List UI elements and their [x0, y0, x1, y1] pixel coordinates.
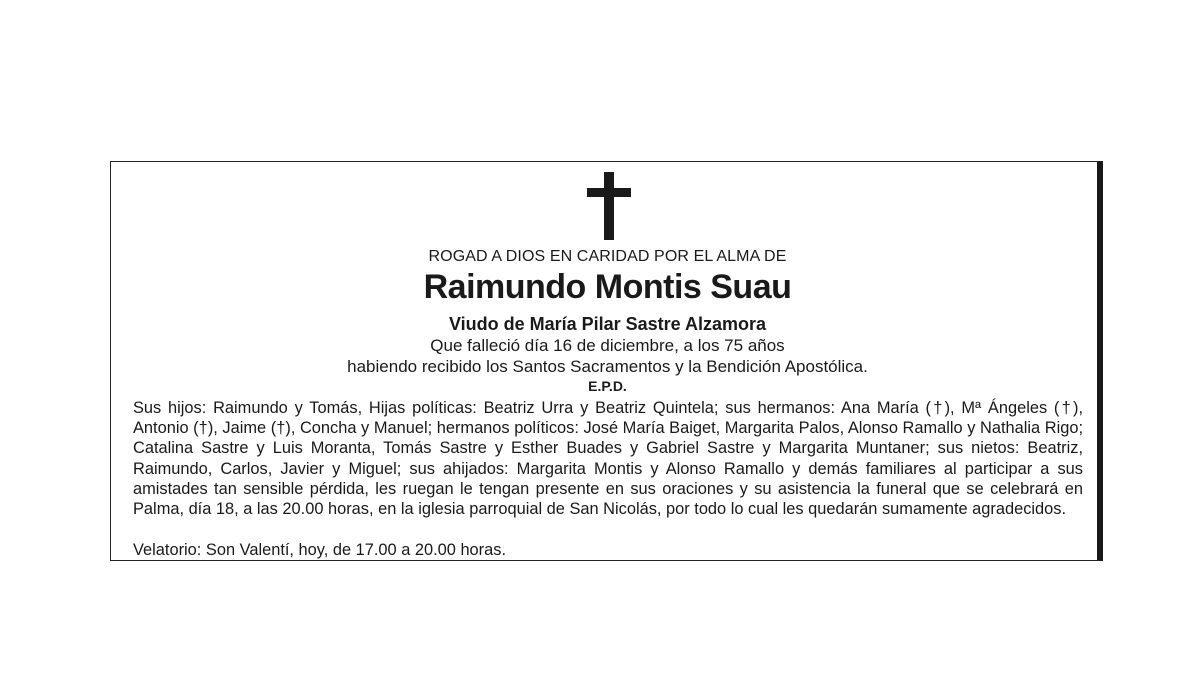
cross-icon: [587, 172, 631, 240]
prayer-line: ROGAD A DIOS EN CARIDAD POR EL ALMA DE: [428, 248, 787, 265]
death-line: Que falleció día 16 de diciembre, a los 75 años: [430, 336, 785, 355]
family-paragraph: Sus hijos: Raimundo y Tomás, Hijas políticas: Beatriz Urra y Beatriz Quintela; sus hermanos: Ana María (†), Mª Ángeles (†), Antonio (†), Jaime (†), Concha y Manuel; hermanos políticos: José María Baiget, Margarita Palos, Alonso Ramallo y Nathalia Rigo; Catalina Sastre y Luis Moranta, Tomás Sastre y Esther Buades y Gabriel Sastre y Margarita Muntaner; sus nietos: Beatriz, Raimundo, Carlos, Javier y Miguel; sus ahijados: Margarita Montis y Alonso Ramallo y demás familiares al participar a sus amistades tan sensible pérdida, les ruegan le tengan presente en sus oraciones y su asistencia la funeral que se celebrará en Palma, día 18, a las 20.00 horas, en la iglesia parroquial de San Nicolás, por todo lo cual les quedarán sumamente agradecidos.: [133, 399, 1083, 519]
obituary-notice: [110, 161, 1103, 561]
deceased-name: Raimundo Montis Suau: [423, 268, 792, 306]
widower-line: Viudo de María Pilar Sastre Alzamora: [448, 314, 767, 334]
epd-label: E.P.D.: [588, 378, 627, 394]
sacraments-line: habiendo recibido los Santos Sacramentos y la Bendición Apostólica.: [347, 357, 868, 376]
wake-info: Velatorio: Son Valentí, hoy, de 17.00 a 20.00 horas.: [133, 541, 506, 559]
